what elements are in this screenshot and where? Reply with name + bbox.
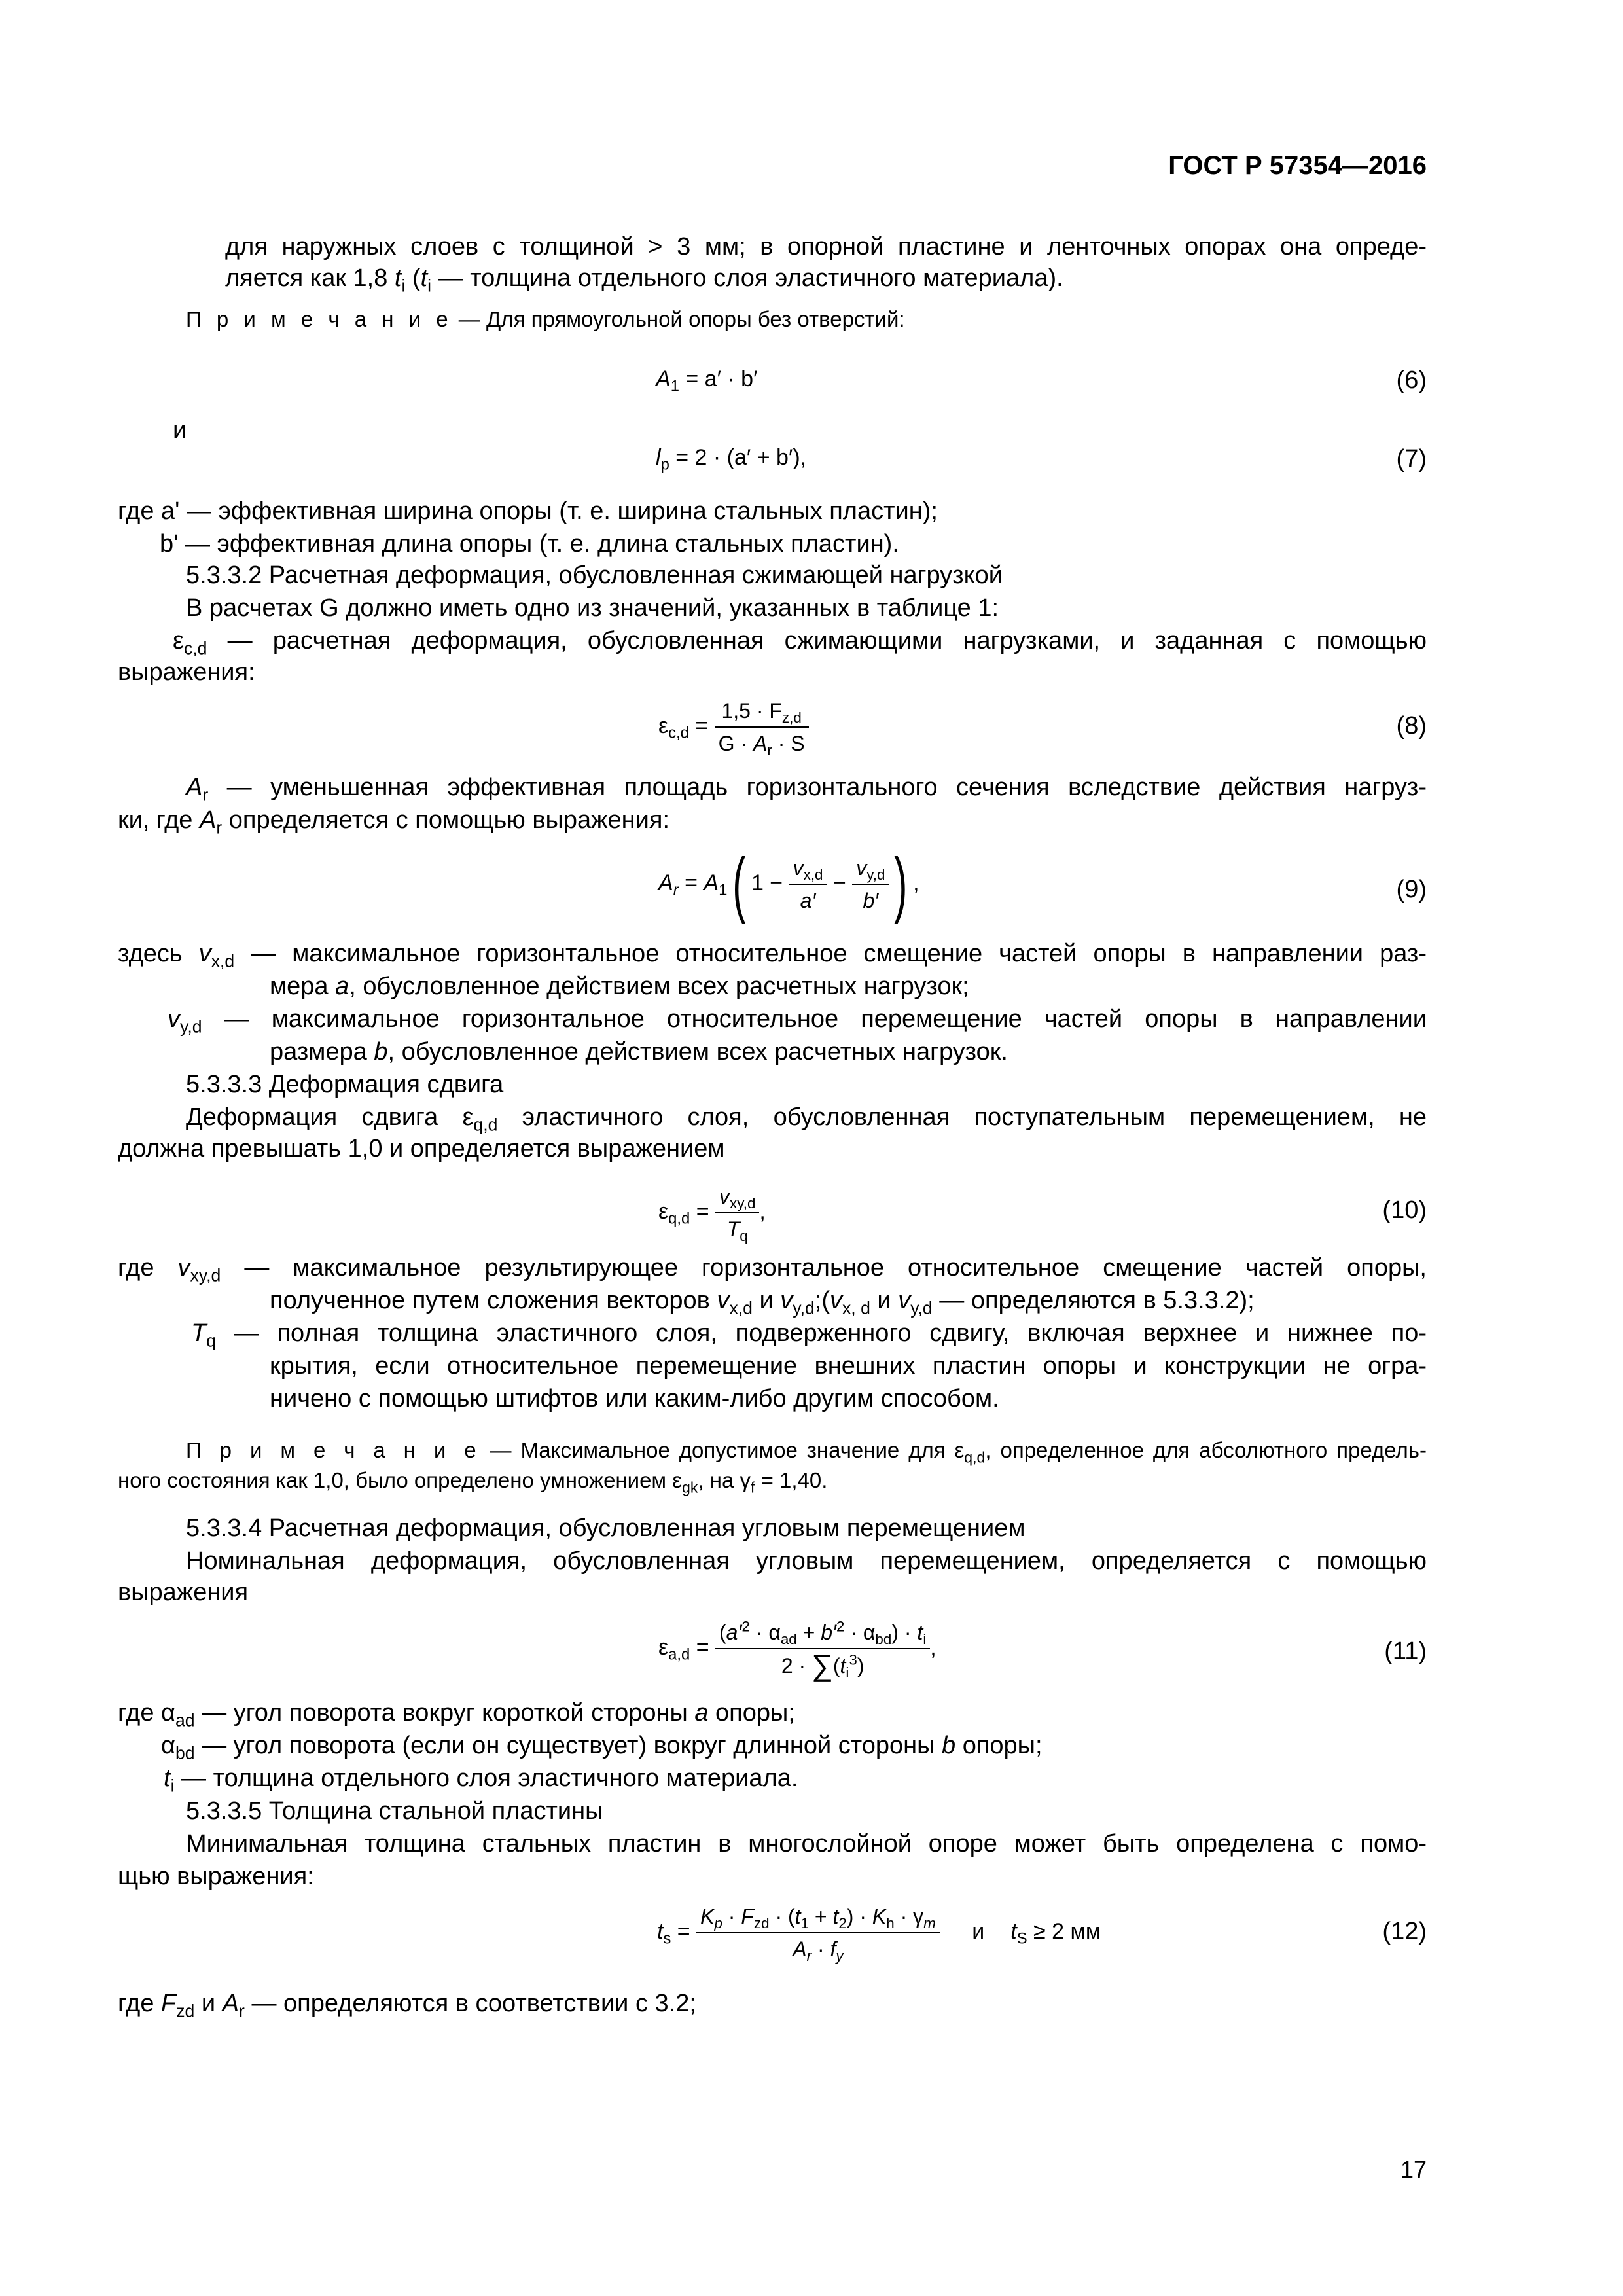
equation-6: $A_1 = a' \cdot b'$ bbox=[656, 367, 758, 395]
equation-12-number: (12) bbox=[1382, 1918, 1427, 1945]
alpha-bd-definition: $\alpha_{bd}$ — угол поворота (если он существует) вокруг длинной стороны b опоры; bbox=[161, 1732, 1043, 1763]
vxyd-definition-line-2: полученное путем сложения векторов $v_{x,d}$ и $v_{y,d};(v_{x, d}$ и $v_{y,d}$ — определяются в 5.3.3.2); bbox=[270, 1287, 1255, 1318]
definition-a-prime: где a' — эффективная ширина опоры (т. е. ширина стальных пластин); bbox=[118, 497, 938, 525]
equation-8-fraction: $\frac{1,5 \cdot F_{z,d}}{G \cdot A_r \cdot S}$ bbox=[715, 698, 809, 757]
note-2-line-1: П р и м е ч а н и е — Максимальное допустимое значение для $\varepsilon_{q,d}$, определенное для абсолютного предель- bbox=[186, 1438, 1427, 1466]
equation-6-number: (6) bbox=[1396, 367, 1427, 394]
vxd-definition-line-2: мера a, обусловленное действием всех расчетных нагрузок; bbox=[270, 973, 969, 1000]
section-5-3-3-5-para-line-2: щью выражения: bbox=[118, 1863, 314, 1890]
section-5-3-3-5-title: 5.3.3.5 Толщина стальной пластины bbox=[186, 1797, 603, 1825]
section-5-3-3-3-para-line-1: Деформация сдвига $\varepsilon_{q,d}$ эластичного слоя, обусловленная поступательным перемещением, не bbox=[186, 1103, 1427, 1135]
conjunction-and: и bbox=[173, 416, 187, 444]
equation-9: $A_r = A_1$( 1 − $\frac{v_{x,d}}{a'}$ − $\frac{v_{y,d}}{b'}$ ) , bbox=[658, 844, 919, 924]
equation-8-number: (8) bbox=[1396, 712, 1427, 740]
section-5-3-3-2-para-1: В расчетах G должно иметь одно из значений, указанных в таблице 1: bbox=[186, 594, 999, 622]
note-1: П р и м е ч а н и е — Для прямоугольной опоры без отверстий: bbox=[186, 307, 905, 331]
note-2-line-2: ного состояния как 1,0, было определено умножением $\varepsilon_{gk}$, на $\gamma_f = 1,40$. bbox=[118, 1468, 828, 1496]
vxd-definition-line-1: здесь $v_{x,d}$ — максимальное горизонтальное относительное смещение частей опоры в направлении раз- bbox=[118, 940, 1427, 971]
equation-11: $\varepsilon_{a,d}$ = $\frac{(a'^2 \cdot \alpha_{ad} + b'^2 \cdot \alpha_{bd}) \cdot t_i}{2 \cdot \sum(t_i^3)}$ , bbox=[658, 1618, 936, 1682]
vyd-definition-line-1: $v_{y,d}$ — максимальное горизонтальное относительное перемещение частей опоры в направлении bbox=[168, 1005, 1427, 1037]
eps-cd-definition-line-2: выражения: bbox=[118, 658, 255, 686]
equation-12: $t_s$ = $\frac{K_p \cdot F_{zd} \cdot (t_1 + t_2) \cdot K_h \cdot \gamma_m}{A_r \cdot f_y}$ и $t_S \ge 2$ мм bbox=[657, 1905, 1101, 1965]
fzd-ar-definition: где $F_{zd}$ и $A_r$ — определяются в соответствии с 3.2; bbox=[118, 1990, 696, 2021]
tq-definition-line-2: крытия, если относительное перемещение внешних пластин опоры и конструкции не огра- bbox=[270, 1352, 1427, 1380]
ti-definition: $t_i$ — толщина отдельного слоя эластичного материала. bbox=[164, 1765, 798, 1796]
ar-definition-line-1: $A_r$ — уменьшенная эффективная площадь горизонтального сечения вследствие действия нагруз- bbox=[186, 774, 1427, 805]
vyd-definition-line-2: размера b, обусловленное действием всех расчетных нагрузок. bbox=[270, 1038, 1008, 1066]
section-5-3-3-4-title: 5.3.3.4 Расчетная деформация, обусловленная угловым перемещением bbox=[186, 1515, 1026, 1542]
section-5-3-3-4-para-line-1: Номинальная деформация, обусловленная угловым перемещением, определяется с помощью bbox=[186, 1547, 1427, 1575]
alpha-ad-definition: где $\alpha_{ad}$ — угол поворота вокруг короткой стороны a опоры; bbox=[118, 1699, 795, 1731]
eps-cd-definition-line-1: $\varepsilon_{c,d}$ — расчетная деформация, обусловленная сжимающими нагрузками, и заданная с помощью bbox=[173, 627, 1427, 658]
section-5-3-3-3-title: 5.3.3.3 Деформация сдвига bbox=[186, 1071, 504, 1098]
equation-11-number: (11) bbox=[1384, 1638, 1427, 1665]
definition-b-prime: b' — эффективная длина опоры (т. е. длина стальных пластин). bbox=[160, 530, 899, 558]
intro-line-2: ляется как 1,8 $t_i$ ($t_i$ — толщина отдельного слоя эластичного материала). bbox=[225, 264, 1063, 296]
section-5-3-3-2-title: 5.3.3.2 Расчетная деформация, обусловленная сжимающей нагрузкой bbox=[186, 562, 1003, 589]
section-5-3-3-5-para-line-1: Минимальная толщина стальных пластин в многослойной опоре может быть определена с помо- bbox=[186, 1830, 1427, 1857]
vxyd-definition-line-1: где $v_{xy,d}$ — максимальное результирующее горизонтальное относительное смещение частей опоры, bbox=[118, 1254, 1427, 1285]
equation-7: $l_p = 2 \cdot (a' + b')$, bbox=[656, 445, 807, 474]
equation-9-number: (9) bbox=[1396, 876, 1427, 903]
equation-10: $\varepsilon_{q,d}$ = $\frac{v_{xy,d}}{T_q}$ , bbox=[658, 1185, 766, 1245]
standard-code-header: ГОСТ Р 57354—2016 bbox=[1168, 151, 1427, 180]
equation-7-number: (7) bbox=[1396, 445, 1427, 473]
equation-10-number: (10) bbox=[1382, 1196, 1427, 1224]
tq-definition-line-3: ничено с помощью штифтов или каким-либо другим способом. bbox=[270, 1385, 999, 1412]
section-5-3-3-4-para-line-2: выражения bbox=[118, 1579, 249, 1606]
equation-8: $\varepsilon_{c,d}$ = $\frac{1,5 \cdot F_{z,d}}{G \cdot A_r \cdot S}$ bbox=[658, 698, 809, 757]
page-number: 17 bbox=[1400, 2156, 1427, 2183]
tq-definition-line-1: $T_q$ — полная толщина эластичного слоя, подверженного сдвигу, включая верхнее и нижнее по- bbox=[191, 1319, 1427, 1351]
intro-line-1: для наружных слоев с толщиной > 3 мм; в опорной пластине и ленточных опорах она опреде- bbox=[225, 233, 1427, 260]
section-5-3-3-3-para-line-2: должна превышать 1,0 и определяется выражением bbox=[118, 1135, 725, 1162]
ar-definition-line-2: ки, где $A_r$ определяется с помощью выражения: bbox=[118, 806, 669, 838]
